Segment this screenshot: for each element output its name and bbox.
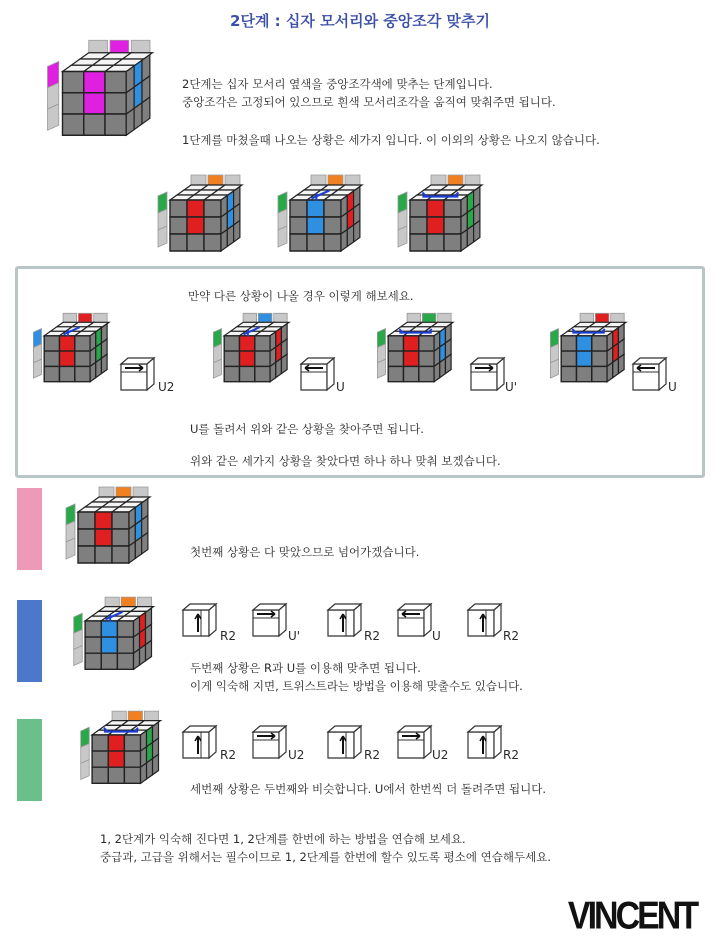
move-icon-r2 (325, 722, 365, 764)
cube-front-facelet (410, 234, 427, 251)
cube-front-facelet (60, 351, 75, 366)
move-cube-front (468, 610, 494, 636)
cube-front-facelet (592, 336, 607, 351)
cube-back-ghost-facelet (144, 711, 158, 721)
cube-back-ghost-facelet (63, 313, 77, 322)
cube-back-ghost-facelet (137, 597, 151, 607)
cube-right-facelet (227, 225, 233, 247)
cube-front-facelet (78, 512, 95, 529)
cube-right-facelet (96, 358, 102, 377)
cube-back-ghost-facelet (611, 313, 625, 322)
cube-right-facelet (276, 358, 282, 377)
cube-front-facelet (187, 200, 204, 217)
cube-front-facelet (592, 366, 607, 381)
cube-front-facelet (105, 72, 126, 93)
move-label: U (336, 380, 345, 394)
cube-front-facelet (108, 735, 124, 751)
cube-front-facelet (78, 529, 95, 546)
cube-right-facelet (146, 640, 152, 660)
intro-line-1: 2단계는 십자 모서리 옆색을 중앙조각색에 맞추는 단계입니다. (182, 77, 493, 91)
case-1-color-bar (17, 488, 42, 570)
cube-front-facelet (63, 93, 84, 114)
cube-back-ghost-facelet (438, 313, 452, 322)
cube-front-facelet (444, 217, 461, 234)
cube-right-facelet (270, 362, 276, 381)
cube-front-facelet (240, 366, 255, 381)
move-icon-uprime (250, 600, 290, 642)
outro-line-1: 1, 2단계가 익숙해 진다면 1, 2단계를 한번에 하는 방법을 연습해 보세요. (100, 832, 466, 846)
cube-front-facelet (444, 200, 461, 217)
cube-back-ghost-facelet (89, 40, 108, 53)
situation-cube-1 (152, 178, 242, 268)
cube-front-facelet (101, 621, 117, 637)
case-2-cube (68, 600, 158, 690)
cube-right-facelet (101, 354, 107, 373)
case-3-color-bar (17, 719, 42, 801)
move-cube-front (328, 732, 354, 758)
move-cube-side (354, 604, 361, 636)
cube-svg-intro (40, 44, 150, 162)
case-3-text: 세번째 상황은 두번째와 비슷합니다. U에서 한번씩 더 돌려주면 됩니다. (190, 782, 547, 796)
move-cube-front (183, 732, 209, 758)
cube-left-ghost-facelet (550, 359, 558, 378)
box-cube-4 (545, 316, 625, 396)
cube-right-facelet (613, 358, 619, 377)
cube-back-ghost-facelet (407, 313, 421, 322)
cube-front-facelet (224, 336, 239, 351)
cube-right-facelet (467, 225, 473, 247)
cube-back-ghost-facelet (465, 175, 480, 185)
cube-front-facelet (92, 735, 108, 751)
case-2-text-2: 이게 익숙해 지면, 트위스트라는 방법을 이용해 맞출수도 있습니다. (190, 679, 523, 693)
cube-right-facelet (234, 221, 240, 243)
box-cube-3 (372, 316, 452, 396)
cube-back-ghost-facelet (258, 313, 272, 322)
move-cube-side (494, 604, 501, 636)
cube-right-facelet (90, 362, 96, 381)
cube-front-facelet (75, 351, 90, 366)
cube-front-facelet (75, 336, 90, 351)
move-cube-side (354, 726, 361, 758)
cube-front-facelet (224, 351, 239, 366)
cube-front-facelet (427, 234, 444, 251)
move-cube-side (209, 604, 216, 636)
cube-front-facelet (75, 366, 90, 381)
cube-front-facelet (105, 93, 126, 114)
cube-left-ghost-facelet (213, 359, 221, 378)
cube-front-facelet (124, 735, 140, 751)
move-cube-side (424, 604, 431, 636)
cube-back-ghost-facelet (448, 175, 463, 185)
cube-front-facelet (324, 234, 341, 251)
cube-front-facelet (101, 653, 117, 669)
cube-front-facelet (92, 767, 108, 783)
cube-front-facelet (60, 336, 75, 351)
cube-back-ghost-facelet (78, 313, 92, 322)
case-3-cube (75, 714, 165, 804)
intro-cube (40, 44, 150, 162)
cube-back-ghost-facelet (116, 487, 131, 497)
move-label: R2 (220, 629, 236, 643)
cube-back-ghost-facelet (121, 597, 135, 607)
cube-right-facelet (445, 354, 451, 373)
cube-front-facelet (170, 217, 187, 234)
cube-back-ghost-facelet (191, 175, 206, 185)
move-label: R2 (220, 748, 236, 762)
cube-back-ghost-facelet (422, 313, 436, 322)
cube-right-facelet (281, 354, 287, 373)
cube-right-facelet (140, 645, 146, 665)
cube-front-facelet (105, 114, 126, 135)
cube-front-facelet (187, 217, 204, 234)
cube-back-ghost-facelet (580, 313, 594, 322)
cube-front-facelet (255, 336, 270, 351)
move-icon-r2 (180, 722, 220, 764)
cube-back-ghost-facelet (110, 40, 129, 53)
move-icon-r2 (465, 600, 505, 642)
cube-front-facelet (108, 767, 124, 783)
case-1-cube (60, 490, 150, 580)
cube-back-ghost-facelet (112, 711, 126, 721)
box-heading: 만약 다른 상황이 나올 경우 이렇게 해보세요. (188, 289, 414, 303)
cube-front-facelet (204, 217, 221, 234)
cube-front-facelet (117, 637, 133, 653)
cube-front-facelet (187, 234, 204, 251)
cube-front-facelet (592, 351, 607, 366)
move-icon-u2 (250, 722, 290, 764)
box-footer-1: U를 돌려서 위와 같은 상황을 찾아주면 됩니다. (190, 422, 424, 436)
cube-front-facelet (444, 234, 461, 251)
cube-front-facelet (419, 336, 434, 351)
move-icon-u2-box (118, 354, 158, 394)
move-cube-side (327, 358, 334, 390)
cube-front-facelet (44, 351, 59, 366)
cube-front-facelet (388, 366, 403, 381)
cube-back-ghost-facelet (208, 175, 223, 185)
cube-left-ghost-facelet (33, 359, 41, 378)
cube-front-facelet (427, 217, 444, 234)
situation-cube-3 (392, 178, 482, 268)
cube-right-facelet (134, 649, 140, 669)
cube-left-ghost-facelet (48, 104, 59, 130)
cube-front-facelet (324, 217, 341, 234)
move-icon-u-box-2 (630, 354, 670, 394)
cube-front-facelet (85, 621, 101, 637)
cube-back-ghost-facelet (431, 175, 446, 185)
cube-front-facelet (84, 93, 105, 114)
cube-left-ghost-facelet (158, 226, 167, 247)
cube-front-facelet (117, 621, 133, 637)
move-label: R2 (503, 629, 519, 643)
move-cube-side (659, 358, 666, 390)
cube-front-facelet (307, 200, 324, 217)
move-cube-side (279, 726, 286, 758)
cube-front-facelet (561, 366, 576, 381)
cube-back-ghost-facelet (105, 597, 119, 607)
cube-right-facelet (153, 754, 159, 774)
page-title: 2단계 : 십자 모서리와 중앙조각 맞추기 (230, 12, 490, 30)
cube-front-facelet (404, 366, 419, 381)
move-cube-side (424, 726, 431, 758)
vincent-logo-mark (567, 893, 697, 937)
move-icon-u2 (395, 722, 435, 764)
move-label: R2 (364, 748, 380, 762)
cube-front-facelet (224, 366, 239, 381)
cube-front-facelet (63, 72, 84, 93)
cube-front-facelet (427, 200, 444, 217)
cube-front-facelet (419, 366, 434, 381)
cube-right-facelet (474, 221, 480, 243)
cube-front-facelet (388, 336, 403, 351)
cube-front-facelet (577, 336, 592, 351)
cube-left-ghost-facelet (398, 226, 407, 247)
cube-back-ghost-facelet (345, 175, 360, 185)
cube-front-facelet (85, 653, 101, 669)
cube-left-ghost-facelet (377, 359, 385, 378)
cube-front-facelet (44, 336, 59, 351)
cube-front-facelet (561, 351, 576, 366)
cube-left-ghost-facelet (66, 538, 75, 559)
cube-front-facelet (290, 234, 307, 251)
cube-left-ghost-facelet (278, 226, 287, 247)
cube-front-facelet (170, 234, 187, 251)
cube-back-ghost-facelet (595, 313, 609, 322)
cube-front-facelet (410, 200, 427, 217)
cube-right-facelet (607, 362, 613, 381)
cube-right-facelet (142, 533, 148, 555)
move-icon-u (395, 600, 435, 642)
move-label: R2 (503, 748, 519, 762)
cube-front-facelet (404, 336, 419, 351)
move-label: U (668, 380, 677, 394)
cube-front-facelet (112, 546, 129, 563)
cube-front-facelet (290, 217, 307, 234)
cube-right-facelet (129, 542, 135, 564)
move-label: U (432, 629, 441, 643)
cube-back-ghost-facelet (94, 313, 108, 322)
cube-front-facelet (410, 217, 427, 234)
cube-front-facelet (255, 351, 270, 366)
cube-front-facelet (240, 351, 255, 366)
move-cube-front (328, 610, 354, 636)
outro-line-2: 중급과, 고급을 위해서는 필수이므로 1, 2단계를 한번에 할수 있도록 평소에 연습해두세요. (100, 850, 551, 864)
cube-front-facelet (124, 751, 140, 767)
move-label: R2 (364, 629, 380, 643)
cube-front-facelet (307, 217, 324, 234)
cube-right-facelet (221, 230, 227, 252)
cube-front-facelet (204, 234, 221, 251)
cube-front-facelet (95, 512, 112, 529)
cube-right-facelet (141, 763, 147, 783)
box-cube-2 (208, 316, 288, 396)
cube-back-ghost-facelet (128, 711, 142, 721)
move-icon-r2 (180, 600, 220, 642)
cube-front-facelet (170, 200, 187, 217)
move-label: U' (505, 380, 518, 394)
cube-front-facelet (324, 200, 341, 217)
cube-front-facelet (419, 351, 434, 366)
move-cube-side (497, 358, 504, 390)
cube-right-facelet (434, 362, 440, 381)
cube-right-facelet (618, 354, 624, 373)
cube-right-facelet (341, 230, 347, 252)
cube-back-ghost-facelet (328, 175, 343, 185)
cube-front-facelet (307, 234, 324, 251)
cube-front-facelet (290, 200, 307, 217)
logo-text: VINCENT (567, 893, 697, 937)
cube-right-facelet (135, 537, 141, 559)
cube-front-facelet (84, 72, 105, 93)
cube-left-ghost-facelet (81, 760, 90, 780)
move-cube-side (209, 726, 216, 758)
cube-right-facelet (354, 221, 360, 243)
cube-front-facelet (78, 546, 95, 563)
cube-front-facelet (95, 529, 112, 546)
cube-front-facelet (577, 366, 592, 381)
cube-right-facelet (440, 358, 446, 377)
cube-front-facelet (85, 637, 101, 653)
cube-front-facelet (240, 336, 255, 351)
cube-back-ghost-facelet (311, 175, 326, 185)
cube-right-facelet (461, 230, 467, 252)
cube-back-ghost-facelet (225, 175, 240, 185)
cube-front-facelet (204, 200, 221, 217)
move-cube-side (147, 358, 154, 390)
vincent-logo (567, 893, 697, 937)
move-cube-side (279, 604, 286, 636)
cube-front-facelet (92, 751, 108, 767)
cube-front-facelet (124, 767, 140, 783)
case-2-text-1: 두번째 상황은 R과 U를 이용해 맞추면 됩니다. (190, 661, 421, 675)
move-icon-uprime-box (468, 354, 508, 394)
cube-front-facelet (101, 637, 117, 653)
cube-front-facelet (561, 336, 576, 351)
cube-front-facelet (95, 546, 112, 563)
move-cube-front (468, 732, 494, 758)
case-1-text: 첫번째 상황은 다 맞았으므로 넘어가겠습니다. (190, 545, 420, 559)
intro-line-3: 1단계를 마쳤을때 나오는 상황은 세가지 입니다. 이 이외의 상황은 나오지 않습니다. (182, 133, 600, 147)
cube-back-ghost-facelet (99, 487, 114, 497)
cube-front-facelet (112, 529, 129, 546)
cube-right-facelet (347, 225, 353, 247)
cube-front-facelet (577, 351, 592, 366)
cube-front-facelet (60, 366, 75, 381)
move-cube-side (494, 726, 501, 758)
situation-cube-2 (272, 178, 362, 268)
case-2-color-bar (17, 600, 42, 682)
box-footer-2: 위와 같은 세가지 상황을 찾았다면 하나 하나 맞춰 보겠습니다. (190, 454, 501, 468)
cube-front-facelet (388, 351, 403, 366)
box-cube-1 (28, 316, 108, 396)
move-cube-front (183, 610, 209, 636)
cube-left-ghost-facelet (74, 646, 83, 666)
cube-front-facelet (63, 114, 84, 135)
cube-back-ghost-facelet (131, 40, 150, 53)
cube-front-facelet (112, 512, 129, 529)
cube-back-ghost-facelet (274, 313, 288, 322)
cube-front-facelet (84, 114, 105, 135)
cube-front-facelet (255, 366, 270, 381)
move-label: U2 (288, 748, 305, 762)
move-icon-u-box (298, 354, 338, 394)
cube-front-facelet (44, 366, 59, 381)
move-icon-r2 (465, 722, 505, 764)
cube-back-ghost-facelet (243, 313, 257, 322)
move-label: U' (288, 629, 301, 643)
intro-line-2: 중앙조각은 고정되어 있으므로 흰색 모서리조각을 움직여 맞춰주면 됩니다. (182, 95, 556, 109)
cube-front-facelet (117, 653, 133, 669)
move-label: U2 (432, 748, 449, 762)
cube-front-facelet (404, 351, 419, 366)
cube-right-facelet (147, 759, 153, 779)
cube-front-facelet (108, 751, 124, 767)
move-label: U2 (158, 380, 175, 394)
cube-back-ghost-facelet (133, 487, 148, 497)
move-icon-r2 (325, 600, 365, 642)
